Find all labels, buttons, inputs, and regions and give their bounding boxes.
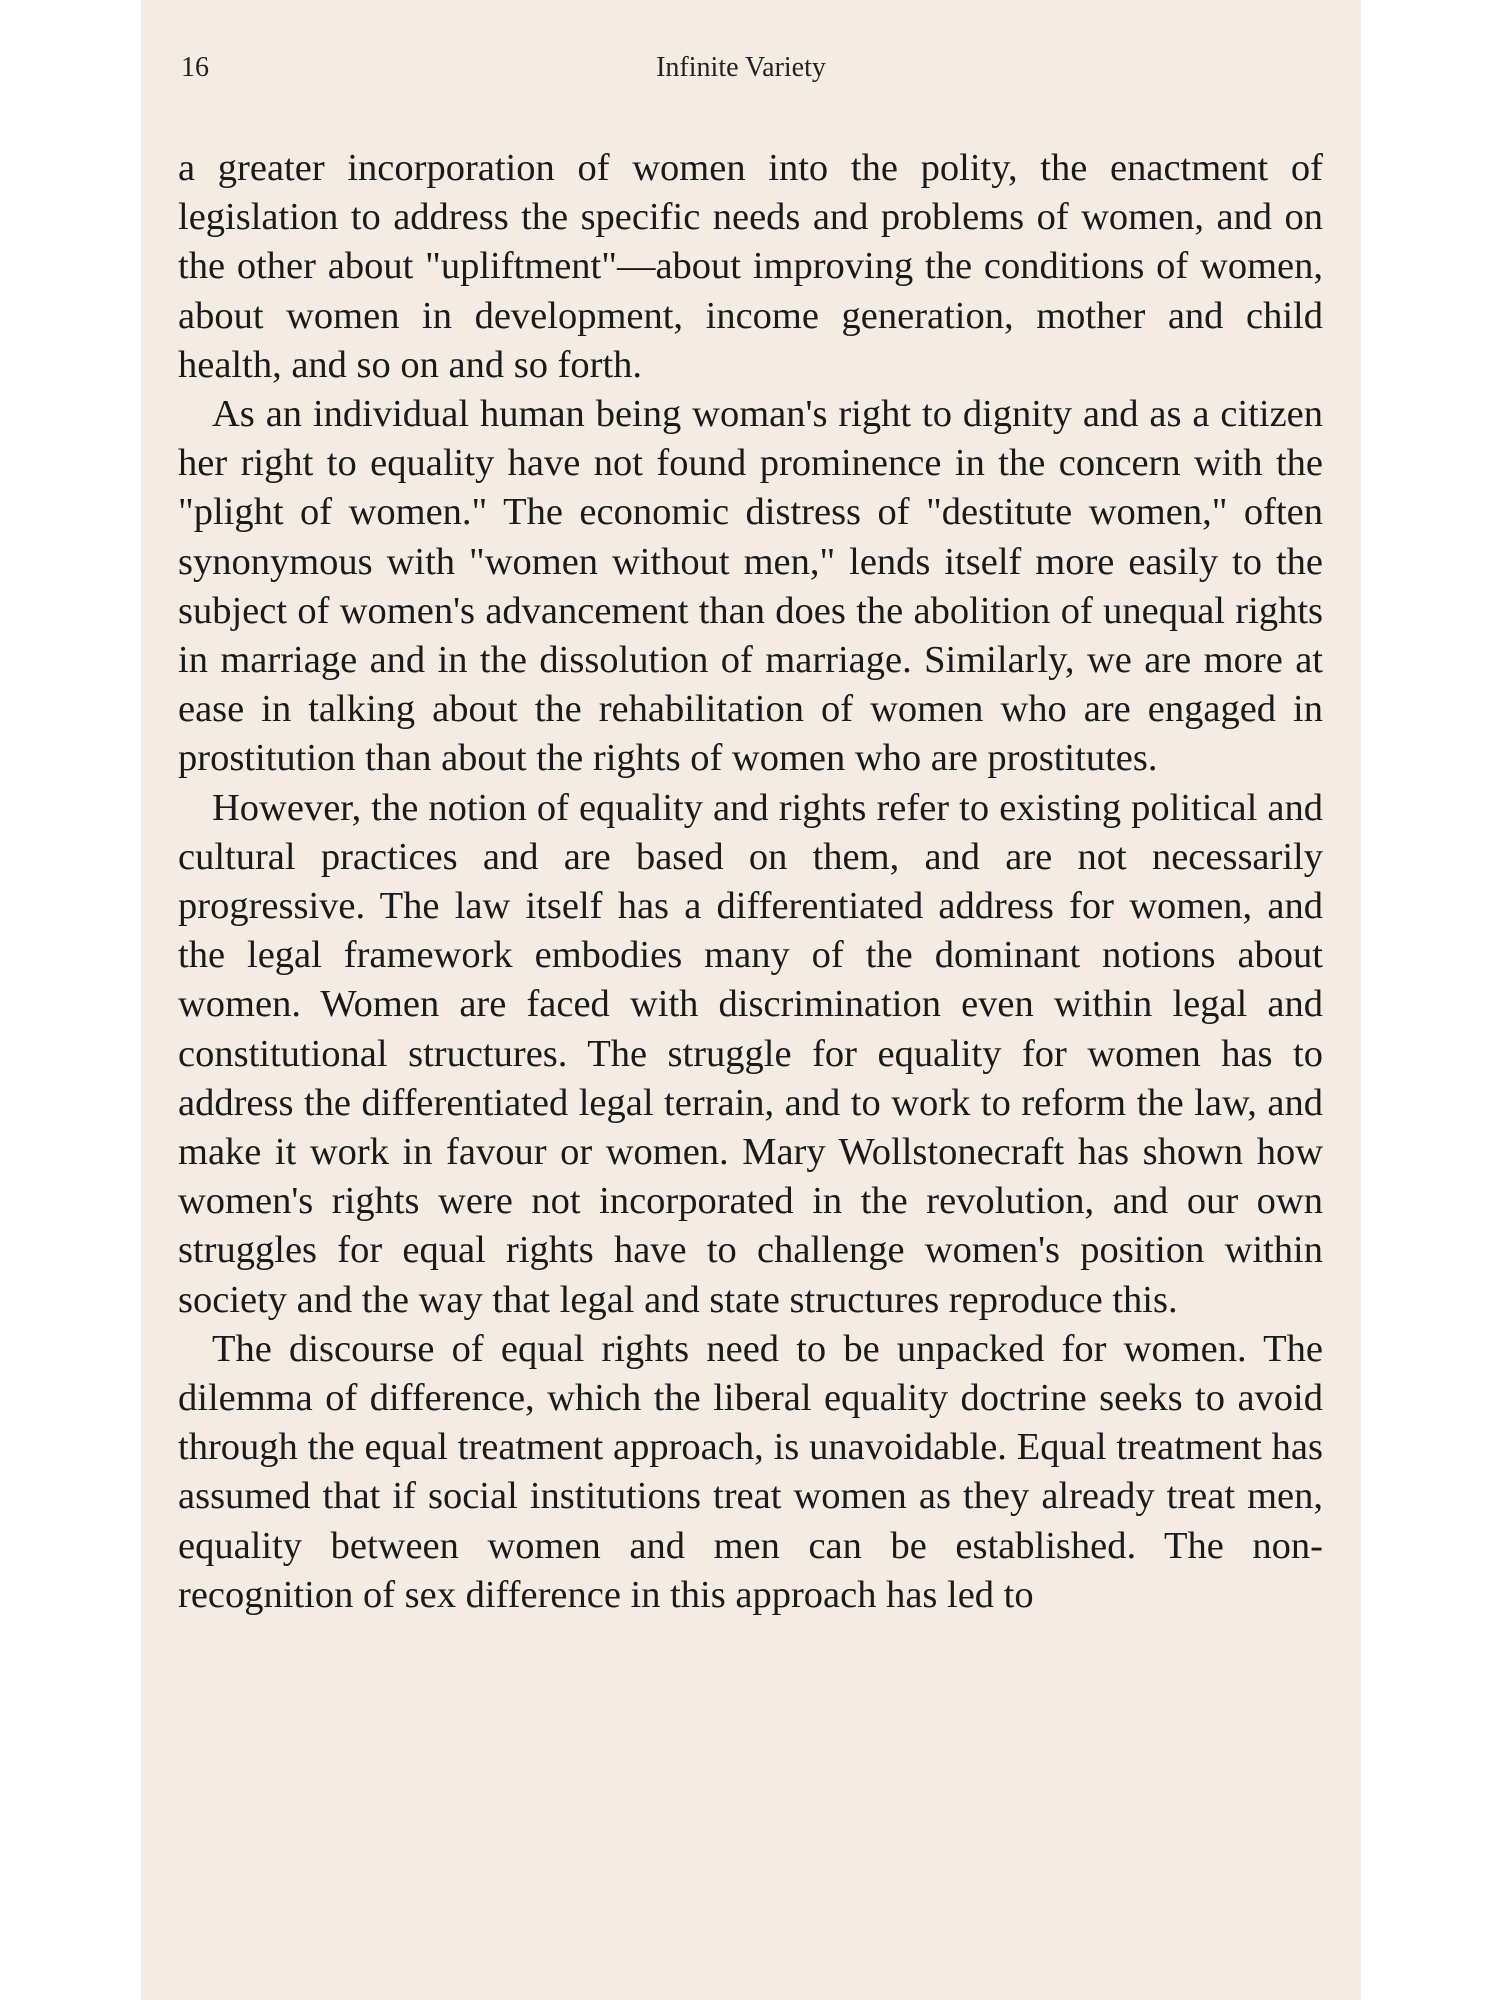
paragraph: a greater incorporation of women into the polity, the enactment of legislation to address the specific needs and problems of women, and on the other about "upliftment"—about improving the conditions of women, about women in development, income generation, mother and child health, and so on and so forth. (178, 147, 1323, 386)
book-page (141, 0, 1361, 2000)
paragraph: However, the notion of equality and rights refer to existing political and cultural practices and are based on them, and are not necessarily progressive. The law itself has a differentiated address for women, and the legal framework embodies many of the dominant notions about women. Women are faced with discrimination even within legal and constitutional structures. The struggle for equality for women has to address the differentiated legal terrain, and to work to reform the law, and make it work in favour or women. Mary Wollstonecraft has shown how women's rights were not incorporated in the revolution, and our own struggles for equal rights have to challenge women's position within society and the way that legal and state structures reproduce this. (178, 786, 1323, 1321)
paragraph: As an individual human being woman's right to dignity and as a citizen her right to equality have not found prominence in the concern with the "plight of women." The economic distress of "destitute women," often synonymous with "women without men," lends itself more easily to the subject of women's advancement than does the abolition of unequal rights in marriage and in the dissolution of marriage. Similarly, we are more at ease in talking about the rehabilitation of women who are engaged in prostitution than about the rights of women who are prostitutes. (178, 393, 1323, 780)
body-text (178, 144, 1323, 1620)
book-title: Infinite Variety (656, 52, 826, 83)
paragraph: The discourse of equal rights need to be unpacked for women. The dilemma of difference, which the liberal equality doctrine seeks to avoid through the equal treatment approach, is unavoidable. Equal treatment has assumed that if social institutions treat women as they already treat men, equality between women and men can be established. The non-recognition of sex difference in this approach has led to (178, 1327, 1323, 1616)
running-head (181, 52, 1301, 92)
page-number: 16 (181, 52, 209, 83)
